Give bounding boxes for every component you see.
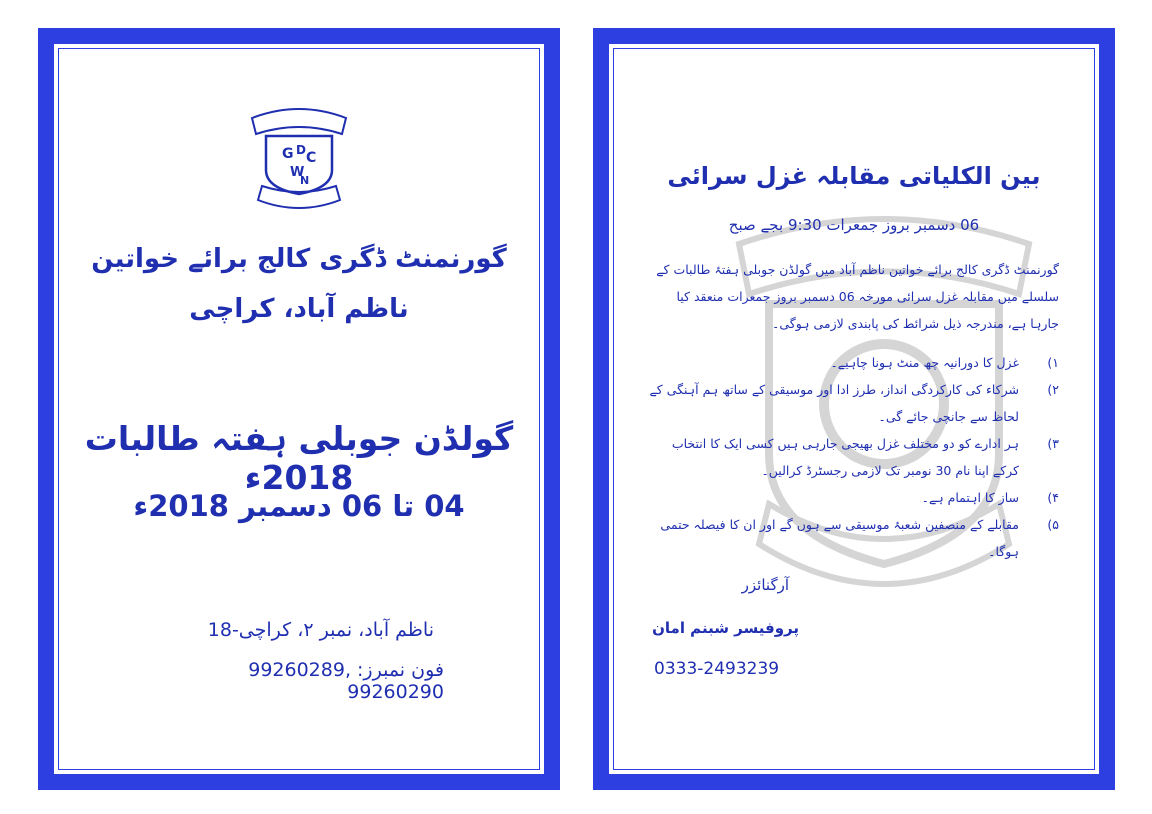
emblem-letter-c: C bbox=[306, 150, 317, 166]
organizer-phone: 0333-2493239 bbox=[654, 659, 780, 679]
college-name: گورنمنٹ ڈگری کالج برائے خواتین bbox=[91, 244, 507, 274]
rule-number: ۱) bbox=[1047, 355, 1059, 370]
rule-item bbox=[649, 349, 1059, 376]
rule-text: ساز کا اہتمام ہے۔ bbox=[921, 490, 1019, 505]
rule-number: ۳) bbox=[1047, 436, 1059, 451]
rule-item bbox=[649, 511, 1059, 565]
college-address: ناظم آباد، نمبر ۲، کراچی-18 bbox=[207, 619, 434, 641]
phone-line bbox=[164, 659, 444, 703]
event-dates: 04 تا 06 دسمبر 2018ء bbox=[133, 489, 465, 523]
rule-number: ۲) bbox=[1047, 382, 1059, 397]
emblem-letter-g: G bbox=[282, 146, 294, 162]
details-panel bbox=[593, 28, 1115, 790]
rule-item bbox=[649, 484, 1059, 511]
phone-label: فون نمبرز: bbox=[357, 659, 444, 681]
competition-title: بین الکلیاتی مقابلہ غزل سرائی bbox=[667, 162, 1041, 190]
rule-item bbox=[649, 376, 1059, 430]
emblem-letter-n: N bbox=[300, 174, 310, 187]
event-title: گولڈن جوبلی ہفتہ طالبات 2018ء bbox=[84, 419, 514, 497]
emblem-letter-d: D bbox=[296, 143, 306, 157]
organizer-label: آرگنائزر bbox=[741, 576, 789, 594]
rule-text: ہر ادارے کو دو مختلف غزل بھیجی جارہی ہیں کسی ایک کا انتخاب کرکے اپنا نام 30 نومبر تک لازمی رجسٹرڈ کرالیں۔ bbox=[671, 436, 1019, 478]
competition-datetime: 06 دسمبر بروز جمعرات 9:30 بجے صبح bbox=[728, 216, 980, 234]
phone-numbers: 99260289, 99260290 bbox=[248, 659, 444, 703]
competition-intro: گورنمنٹ ڈگری کالج برائے خواتین ناظم آباد میں گولڈن جوبلی ہفتۂ طالبات کے سلسلے میں مقابلہ غزل سرائی مورخہ 06 دسمبر بروز جمعرات منعقد کیا جارہا ہے، مندرجہ ذیل شرائط کی پابندی لازمی ہوگی۔ bbox=[656, 262, 1059, 331]
rule-number: ۵) bbox=[1047, 517, 1059, 532]
city-name: ناظم آباد، کراچی bbox=[189, 294, 409, 324]
rule-text: مقابلے کے منصفین شعبۂ موسیقی سے ہوں گے اور ان کا فیصلہ حتمی ہوگا۔ bbox=[660, 517, 1019, 559]
rule-text: غزل کا دورانیہ چھ منٹ ہونا چاہیے۔ bbox=[830, 355, 1019, 370]
cover-panel bbox=[38, 28, 560, 790]
rule-item bbox=[649, 430, 1059, 484]
college-emblem-icon bbox=[244, 104, 354, 212]
rule-number: ۴) bbox=[1047, 490, 1059, 505]
emblem-letter-w: W bbox=[290, 165, 305, 180]
rules-list bbox=[649, 349, 1059, 565]
rule-text: شرکاء کی کارکردگی انداز، طرز ادا اور موسیقی کے ساتھ ہم آہنگی کے لحاظ سے جانچی جائے گی۔ bbox=[649, 382, 1019, 424]
organizer-name: پروفیسر شبنم امان bbox=[652, 619, 799, 637]
